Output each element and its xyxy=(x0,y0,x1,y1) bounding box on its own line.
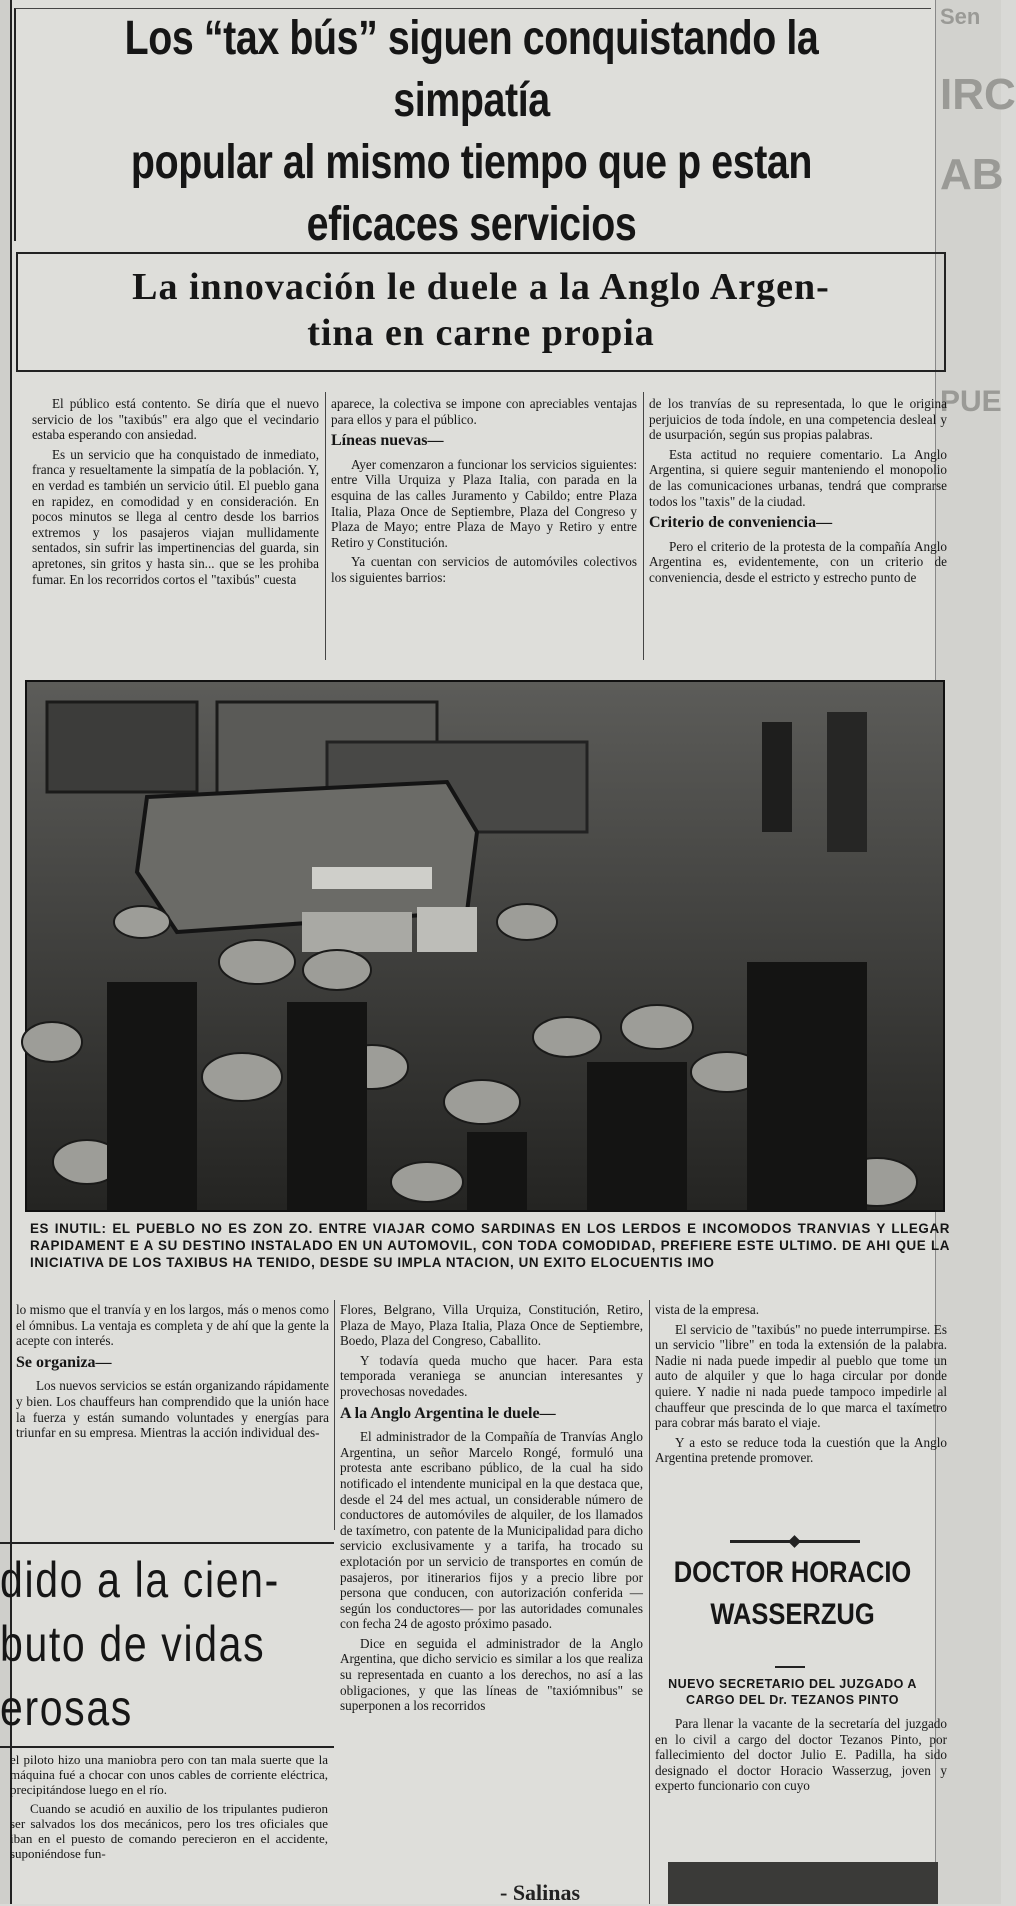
headline-line: WASSERZUG xyxy=(710,1598,875,1631)
subheadline xyxy=(16,264,946,356)
paragraph: El administrador de la Compañía de Tranvías Anglo Argentina, un señor Marcelo Rongé, formuló una protesta ante escribano público, de la cual ha sido notificado el intendente municipal en la que destaca que, desde el 24 del mes actual, un considerable número de conductores de automóviles de alquiler, de los llamados de taxímetro, con patente de la Municipalidad para dicho servicio exclusivamente y a tarifa, ha trocado su explotación por un servicio de transportes en común de pasajeros, por itinerarios fijos y a precio libre por persona que conducen, con autorización conferida —según los conductores— por las autoridades comunales con fecha 24 de agosto próximo pasado. xyxy=(340,1429,643,1632)
headline-line: popular al mismo tiempo que p estan xyxy=(130,136,813,189)
strip-fragment: PUE xyxy=(940,385,1002,418)
bottom-headline-fragment: - Salinas xyxy=(500,1880,581,1905)
column-divider xyxy=(649,1300,650,1904)
section-heading: Criterio de conveniencia— xyxy=(649,514,833,532)
photo-illustration xyxy=(27,682,943,1210)
subheadline-line: tina en carne propia xyxy=(307,312,655,354)
paragraph: de los tranvías de su representada, lo que le origina perjuicios de toda índole, en una competencia desleal y de usurpación, según sus propias palabras. xyxy=(649,396,947,443)
strip-fragment: AB xyxy=(940,150,1004,199)
paragraph: Y a esto se reduce toda la cuestión que la Anglo Argentina pretende promover. xyxy=(655,1434,947,1466)
article-separator xyxy=(0,1542,334,1544)
paragraph: El público está contento. Se diría que el nuevo servicio de los "taxibús" era algo que el vecindario estaba esperando con ansiedad. xyxy=(32,396,319,443)
portrait-photo-top xyxy=(668,1862,938,1904)
column-divider xyxy=(325,392,326,660)
headline-line: dido a la cien- xyxy=(0,1552,280,1608)
main-headline xyxy=(96,8,846,251)
second-headline-fragment xyxy=(0,1548,280,1748)
column-2-top xyxy=(331,396,637,590)
headline-line: Los “tax bús” siguen conquistando la simpatía xyxy=(124,12,819,127)
paragraph: Y todavía queda mucho que hacer. Para esta temporada veraniega se anuncian interesantes y provechosas novedades. xyxy=(340,1352,643,1399)
short-rule xyxy=(775,1666,805,1668)
subheadline-line: La innovación le duele a la Anglo Argen- xyxy=(132,266,830,308)
headline-line: DOCTOR HORACIO xyxy=(673,1556,912,1589)
paragraph: Pero el criterio de la protesta de la compañía Anglo Argentina es, evidentemente, con un criterio de conveniencia, desde el estricto y estrecho punto de xyxy=(649,538,947,585)
paragraph: el piloto hizo una maniobra pero con tan mala suerte que la máquina fué a chocar con unos cables de corriente eléctrica, precipitándose luego en el río. xyxy=(10,1752,328,1797)
section-heading: Líneas nuevas— xyxy=(331,432,444,450)
paragraph: Los nuevos servicios se están organizando rápidamente y bien. Los chauffeurs han comprendido que la unión hace la fuerza y están sumando voluntades y energías para triunfar en su empresa. Mientras la acción individual des- xyxy=(16,1378,329,1441)
doctor-subheadline: NUEVO SECRETARIO DEL JUZGADO A CARGO DEL Dr. TEZANOS PINTO xyxy=(668,1677,917,1707)
doctor-headline xyxy=(671,1552,913,1636)
paragraph: El servicio de "taxibús" no puede interrumpirse. Es un servicio "libre" en toda la extensión de la palabra. Nadie ni nada puede impedir al pueblo que tome un auto de alquiler y que lo haga circular por donde quiere. Y nadie ni nada puede tampoco impedirle al chauffeur que prescinda de lo que marca el taxímetro para cobrar más barato el viaje. xyxy=(655,1321,947,1431)
paragraph: Cuando se acudió en auxilio de los tripulantes pudieron ser salvados los dos mecánicos, pero los tres oficiales que iban en el puesto de comando perecieron en el accidente, suponiéndose fun- xyxy=(10,1801,328,1861)
paragraph: Es un servicio que ha conquistado de inmediato, franca y resueltamente la simpatía de la población. Y, en verdad es también un servicio útil. El pueblo gana en rapidez, en comodidad y en consideración. En pocos minutos se llega al centro desde los barrios extremos y los pasajeros viajan mullidamente sentados, sin sufrir las impertinencias del guarda, sin apretones, sin gritos y hasta sin... que se les prohiba fumar. En los recorridos cortos el "taxibús" cuesta xyxy=(32,446,319,587)
section-heading: Se organiza— xyxy=(16,1353,112,1371)
column-1-top xyxy=(32,396,319,591)
headline-line: buto de vidas xyxy=(0,1616,266,1672)
column-2-bottom xyxy=(340,1302,643,1718)
strip-fragment: IRC xyxy=(940,70,1016,119)
doctor-article-body xyxy=(655,1716,947,1798)
column-3-top xyxy=(649,396,947,590)
column-3-bottom xyxy=(655,1302,947,1470)
paragraph: aparece, la colectiva se impone con apreciables ventajas para ellos y para el público. xyxy=(331,396,637,427)
paragraph: Flores, Belgrano, Villa Urquiza, Constitución, Retiro, Plaza de Mayo, Plaza Italia, Plaza Once de Septiembre, Boedo, Plaza del Congreso, Caballito. xyxy=(340,1302,643,1349)
paragraph: Ya cuentan con servicios de automóviles colectivos los siguientes barrios: xyxy=(331,554,637,585)
headline-line: eficaces servicios xyxy=(306,198,637,251)
paragraph: Para llenar la vacante de la secretaría del juzgado en lo civil a cargo del doctor Tezanos Pinto, por fallecimiento del doctor Julio E. Padilla, ha sido designado el doctor Horacio Wasserzug, joven y experto funcionario con cuyo xyxy=(655,1716,947,1794)
strip-fragment: Sen xyxy=(940,4,981,29)
photo-caption: ES INUTIL: EL PUEBLO NO ES ZON ZO. ENTRE VIAJAR COMO SARDINAS EN LOS LERDOS E INCOMODOS TRANVIAS Y LLEGAR RAPIDAMENT E A SU DESTINO INSTALADO EN UN AUTOMOVIL, CON TODA COMODIDAD, PREFIERE ESTE ULTIMO. DE AHI QUE LA INICIATIVA DE LOS TAXIBUS HA TENIDO, DESDE SU IMPLA NTACION, UN EXITO ELOCUENTIS IMO xyxy=(30,1221,950,1270)
column-divider xyxy=(643,392,644,660)
paragraph: vista de la empresa. xyxy=(655,1302,759,1317)
article-separator xyxy=(0,1746,334,1748)
section-heading: A la Anglo Argentina le duele— xyxy=(340,1404,556,1422)
headline-line: erosas xyxy=(0,1680,133,1736)
crowd-photograph xyxy=(25,680,945,1212)
paragraph: Esta actitud no requiere comentario. La Anglo Argentina, si quiere seguir manteniendo el monopolio de las comunicaciones urbanas, tendrá que comprarse todos los "taxis" de la ciudad. xyxy=(649,446,947,509)
paragraph: lo mismo que el tranvía y en los largos, más o menos como el ómnibus. La ventaja es completa y de ahí que la gente la acepte con interés. xyxy=(16,1302,329,1349)
column-divider xyxy=(334,1300,335,1530)
column-left-fragment xyxy=(10,1752,328,1865)
paragraph: Dice en seguida el administrador de la Anglo Argentina, que dicho servicio es similar a los que realiza su representada en cuanto a los derechos, no así a las obligaciones, y que las líneas de "taxiómnibus" se superponen a los recorridos xyxy=(340,1635,643,1714)
ornament-rule xyxy=(730,1540,860,1543)
column-1-bottom xyxy=(16,1302,329,1445)
paragraph: Ayer comenzaron a funcionar los servicios siguientes: entre Villa Urquiza y Plaza Italia, con parada en la esquina de las calles Juramento y Cabildo; entre Plaza Italia, Plaza Once de Septiembre, Plaza del Congreso y Plaza de Mayo; entre Plaza de Mayo y Retiro y entre Retiro y Constitución. xyxy=(331,456,637,550)
